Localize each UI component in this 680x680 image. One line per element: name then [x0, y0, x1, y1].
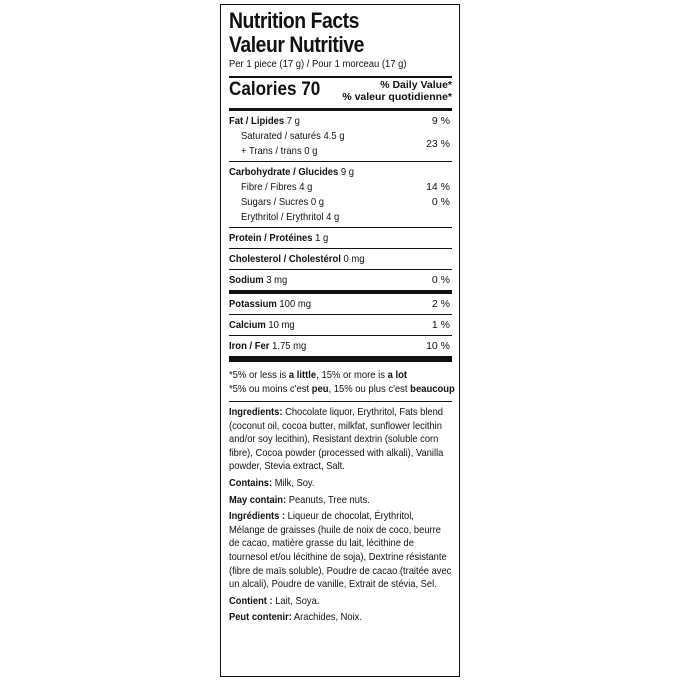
fat-label: Fat / Lipides [229, 115, 285, 127]
may-contain-fr: Peut contenir: Arachides, Noix. [229, 611, 362, 624]
cholesterol-amount: 0 mg [343, 253, 365, 265]
contains-en: Contains: Milk, Soy. [229, 476, 315, 489]
dv-header-fr: % valeur quotidienne* [342, 91, 452, 103]
sugars-row [229, 195, 452, 210]
calcium-amount: 10 mg [268, 319, 295, 331]
ingredients-en: Ingredients: Chocolate liquor, Erythritol, Fats blend (coconut oil, cocoa butter, milkfat, sunflower lecithin and/or soy lecithin), Resistant dextrin (soluble corn fibre), Cocoa powder (processed with alkali), Vanilla powder, Stevia extract, Salt. [229, 406, 444, 473]
fibre-amount: 4 g [299, 181, 313, 193]
trans-amount: 0 g [304, 145, 318, 157]
fat-dv: 9 % [431, 115, 450, 127]
sodium-amount: 3 mg [266, 274, 288, 286]
sat-trans-pair [229, 129, 452, 159]
erythritol-amount: 4 g [326, 211, 340, 223]
title-en: Nutrition Facts [229, 8, 360, 33]
fat-block [229, 111, 452, 161]
cholesterol-block [229, 249, 452, 269]
trans-label: + Trans / trans [241, 145, 302, 157]
sugars-amount: 0 g [310, 196, 325, 208]
iron-block [229, 336, 452, 356]
iron-label: Iron / Fer [229, 340, 270, 352]
fibre-row [229, 180, 452, 195]
contains-fr: Contient : Lait, Soya. [229, 594, 320, 607]
calcium-block [229, 315, 452, 335]
ingredients-section [229, 402, 452, 625]
title-fr: Valeur Nutritive [229, 32, 364, 57]
calories [229, 79, 320, 101]
dv-header-en: % Daily Value* [380, 79, 452, 91]
saturated-label: Saturated / saturés [241, 130, 321, 142]
sugars-dv: 0 % [431, 196, 450, 208]
cholesterol-label: Cholesterol / Cholestérol [229, 253, 341, 265]
daily-value-header [342, 79, 452, 103]
sodium-dv: 0 % [431, 274, 450, 286]
sugars-label: Sugars / Sucres [241, 196, 309, 208]
calcium-label: Calcium [229, 319, 266, 331]
iron-row [229, 339, 452, 354]
protein-amount: 1 g [315, 232, 329, 244]
fibre-label: Fibre / Fibres [241, 181, 297, 193]
calcium-row [229, 318, 452, 333]
ingredients-fr: Ingrédients : Liqueur de chocolat, Érythritol, Mélange de graisses (huile de noix de coco, beurre de cacao, matière grasse du lait, lécithine de tournesol et/ou lécithine de soja), Dextrine résistante (fibre de maïs soluble), Poudre de cacao (traitée avec un alcali), Poudre de vanille, Extrait de stévia, Sel. [229, 510, 452, 591]
carbohydrate-amount: 9 g [340, 166, 355, 178]
potassium-row [229, 297, 452, 312]
trans-row [229, 144, 356, 159]
calories-value: 70 [301, 79, 321, 100]
erythritol-row [229, 210, 452, 225]
carbohydrate-row [229, 165, 452, 180]
protein-row [229, 231, 452, 246]
saturated-row [229, 129, 356, 144]
cholesterol-row [229, 252, 452, 267]
carbohydrate-label: Carbohydrate / Glucides [229, 166, 339, 178]
calories-row [229, 78, 452, 108]
serving-size: Per 1 piece (17 g) / Pour 1 morceau (17 g) [229, 58, 407, 70]
sodium-label: Sodium [229, 274, 264, 286]
iron-amount: 1.75 mg [272, 340, 307, 352]
calories-label: Calories [229, 79, 297, 100]
erythritol-label: Erythritol / Erythritol [241, 211, 324, 223]
saturated-amount: 4.5 g [323, 130, 345, 142]
fat-amount: 7 g [286, 115, 300, 127]
potassium-block [229, 294, 452, 314]
sodium-row [229, 273, 452, 288]
fibre-dv: 14 % [426, 181, 450, 193]
iron-dv: 10 % [426, 340, 450, 352]
sat-trans-dv: 23 % [426, 137, 450, 150]
potassium-label: Potassium [229, 298, 277, 310]
carb-block [229, 162, 452, 227]
protein-block [229, 228, 452, 248]
footnote-en: *5% or less is a little, 15% or more is a lot [229, 369, 408, 381]
potassium-amount: 100 mg [279, 298, 311, 310]
fat-row [229, 114, 452, 129]
footnote [229, 362, 455, 401]
may-contain-en: May contain: Peanuts, Tree nuts. [229, 493, 370, 506]
calcium-dv: 1 % [431, 319, 450, 331]
sodium-block [229, 270, 452, 290]
potassium-dv: 2 % [431, 298, 450, 310]
footnote-fr: *5% ou moins c'est peu, 15% ou plus c'est beaucoup [229, 383, 455, 395]
nutrition-facts-label [220, 4, 460, 677]
protein-label: Protein / Protéines [229, 232, 313, 244]
